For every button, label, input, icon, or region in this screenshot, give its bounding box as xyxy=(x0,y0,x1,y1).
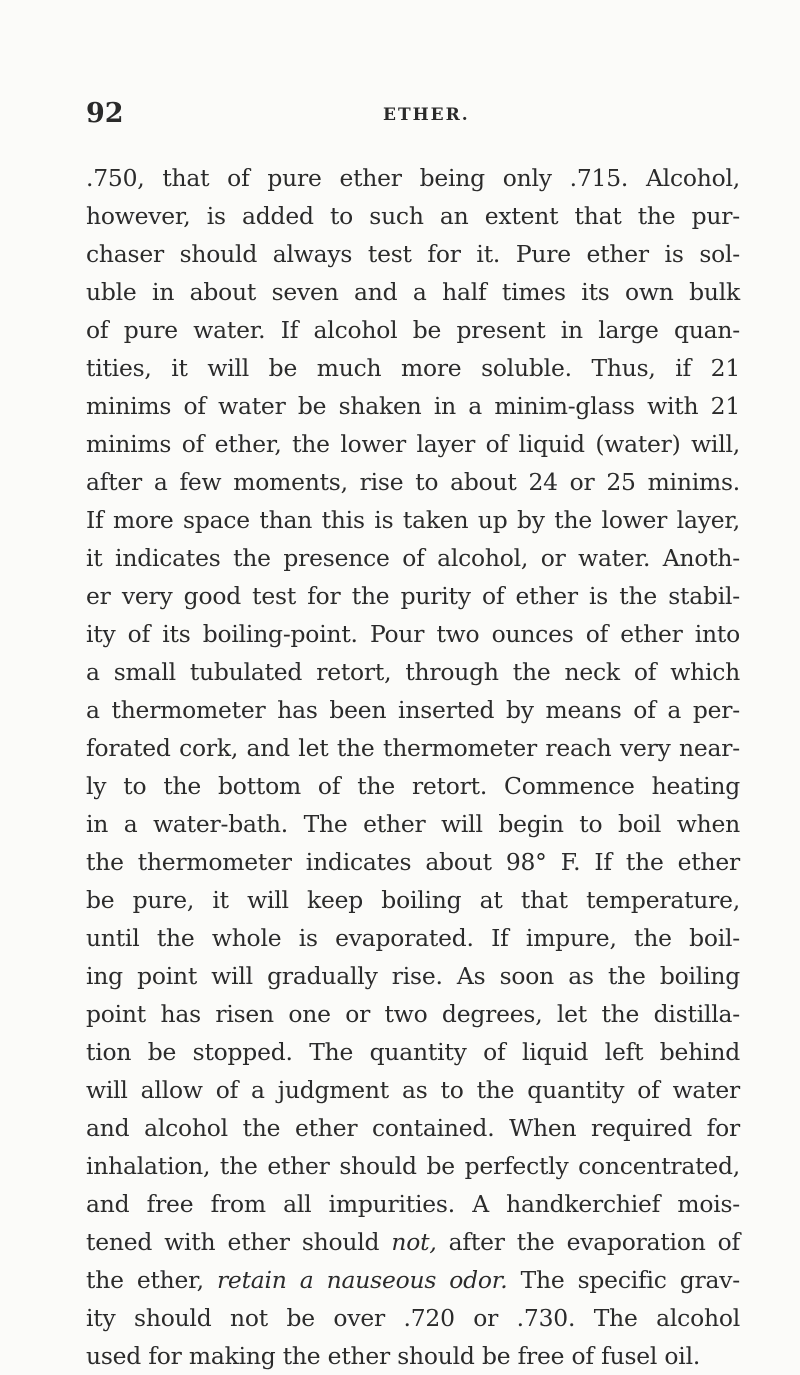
text-segment: er very good test for the purity of ether is the stabil- xyxy=(86,582,740,610)
text-line xyxy=(86,995,740,1033)
body-text xyxy=(86,159,740,1375)
text-segment: chaser should always test for it. Pure ether is sol- xyxy=(86,240,740,268)
text-segment: a thermometer has been inserted by means of a per- xyxy=(86,696,740,724)
text-line xyxy=(86,767,740,805)
page-number: 92 xyxy=(86,98,124,129)
text-segment: however, is added to such an extent that the pur- xyxy=(86,202,740,230)
text-line xyxy=(86,539,740,577)
text-line xyxy=(86,729,740,767)
text-line xyxy=(86,1147,740,1185)
text-segment: be pure, it will keep boiling at that temperature, xyxy=(86,886,740,914)
text-segment: it indicates the presence of alcohol, or water. Anoth- xyxy=(86,544,740,572)
text-segment: .750, that of pure ether being only .715. Alcohol, xyxy=(86,164,740,192)
text-segment: the thermometer indicates about 98° F. If the ether xyxy=(86,848,740,876)
text-line xyxy=(86,197,740,235)
text-segment: will allow of a judgment as to the quantity of water xyxy=(86,1076,740,1104)
text-line xyxy=(86,1223,740,1261)
text-segment: ity should not be over .720 or .730. The alcohol xyxy=(86,1304,740,1332)
text-segment: used for making the ether should be free of fusel oil. xyxy=(86,1342,701,1370)
running-head: ETHER. xyxy=(383,105,470,125)
text-line xyxy=(86,387,740,425)
text-segment: until the whole is evaporated. If impure, the boil- xyxy=(86,924,740,952)
text-segment: and alcohol the ether contained. When required for xyxy=(86,1114,740,1142)
text-segment: ly to the bottom of the retort. Commence heating xyxy=(86,772,740,800)
text-segment: If more space than this is taken up by the lower layer, xyxy=(86,506,740,534)
page-header xyxy=(86,98,741,142)
text-segment: a small tubulated retort, through the neck of which xyxy=(86,658,740,686)
text-segment: the ether, xyxy=(86,1266,217,1294)
text-segment: after the evaporation of xyxy=(436,1228,740,1256)
text-line xyxy=(86,1071,740,1109)
text-line xyxy=(86,349,740,387)
text-segment: of pure water. If alcohol be present in large quan- xyxy=(86,316,740,344)
text-segment: and free from all impurities. A handkerchief mois- xyxy=(86,1190,740,1218)
text-segment: point has risen one or two degrees, let the distilla- xyxy=(86,1000,740,1028)
text-line xyxy=(86,577,740,615)
text-line xyxy=(86,653,740,691)
text-line xyxy=(86,919,740,957)
text-segment: after a few moments, rise to about 24 or 25 minims. xyxy=(86,468,740,496)
text-line xyxy=(86,615,740,653)
text-line xyxy=(86,425,740,463)
text-line xyxy=(86,159,740,197)
text-line xyxy=(86,501,740,539)
text-segment: ity of its boiling-point. Pour two ounces of ether into xyxy=(86,620,740,648)
italic-segment: retain a nauseous odor. xyxy=(216,1266,508,1294)
text-segment: tened with ether should xyxy=(86,1228,392,1256)
text-line xyxy=(86,1109,740,1147)
text-segment: uble in about seven and a half times its own bulk xyxy=(86,278,740,306)
text-segment: minims of ether, the lower layer of liquid (water) will, xyxy=(86,430,740,458)
text-segment: in a water-bath. The ether will begin to boil when xyxy=(86,810,740,838)
text-segment: inhalation, the ether should be perfectly concentrated, xyxy=(86,1152,740,1180)
text-segment: The specific grav- xyxy=(507,1266,740,1294)
italic-segment: not, xyxy=(391,1228,437,1256)
text-line xyxy=(86,1299,740,1337)
text-line xyxy=(86,1261,740,1299)
text-segment: tities, it will be much more soluble. Thus, if 21 xyxy=(86,354,740,382)
text-line xyxy=(86,881,740,919)
text-segment: minims of water be shaken in a minim-glass with 21 xyxy=(86,392,740,420)
text-line xyxy=(86,805,740,843)
text-line xyxy=(86,1337,740,1375)
text-line xyxy=(86,273,740,311)
text-line xyxy=(86,1033,740,1071)
text-segment: ing point will gradually rise. As soon as the boiling xyxy=(86,962,740,990)
text-line xyxy=(86,691,740,729)
text-segment: forated cork, and let the thermometer reach very near- xyxy=(86,734,740,762)
text-line xyxy=(86,463,740,501)
text-segment: tion be stopped. The quantity of liquid left behind xyxy=(86,1038,740,1066)
text-line xyxy=(86,235,740,273)
text-line xyxy=(86,311,740,349)
text-line xyxy=(86,1185,740,1223)
text-line xyxy=(86,957,740,995)
text-line xyxy=(86,843,740,881)
